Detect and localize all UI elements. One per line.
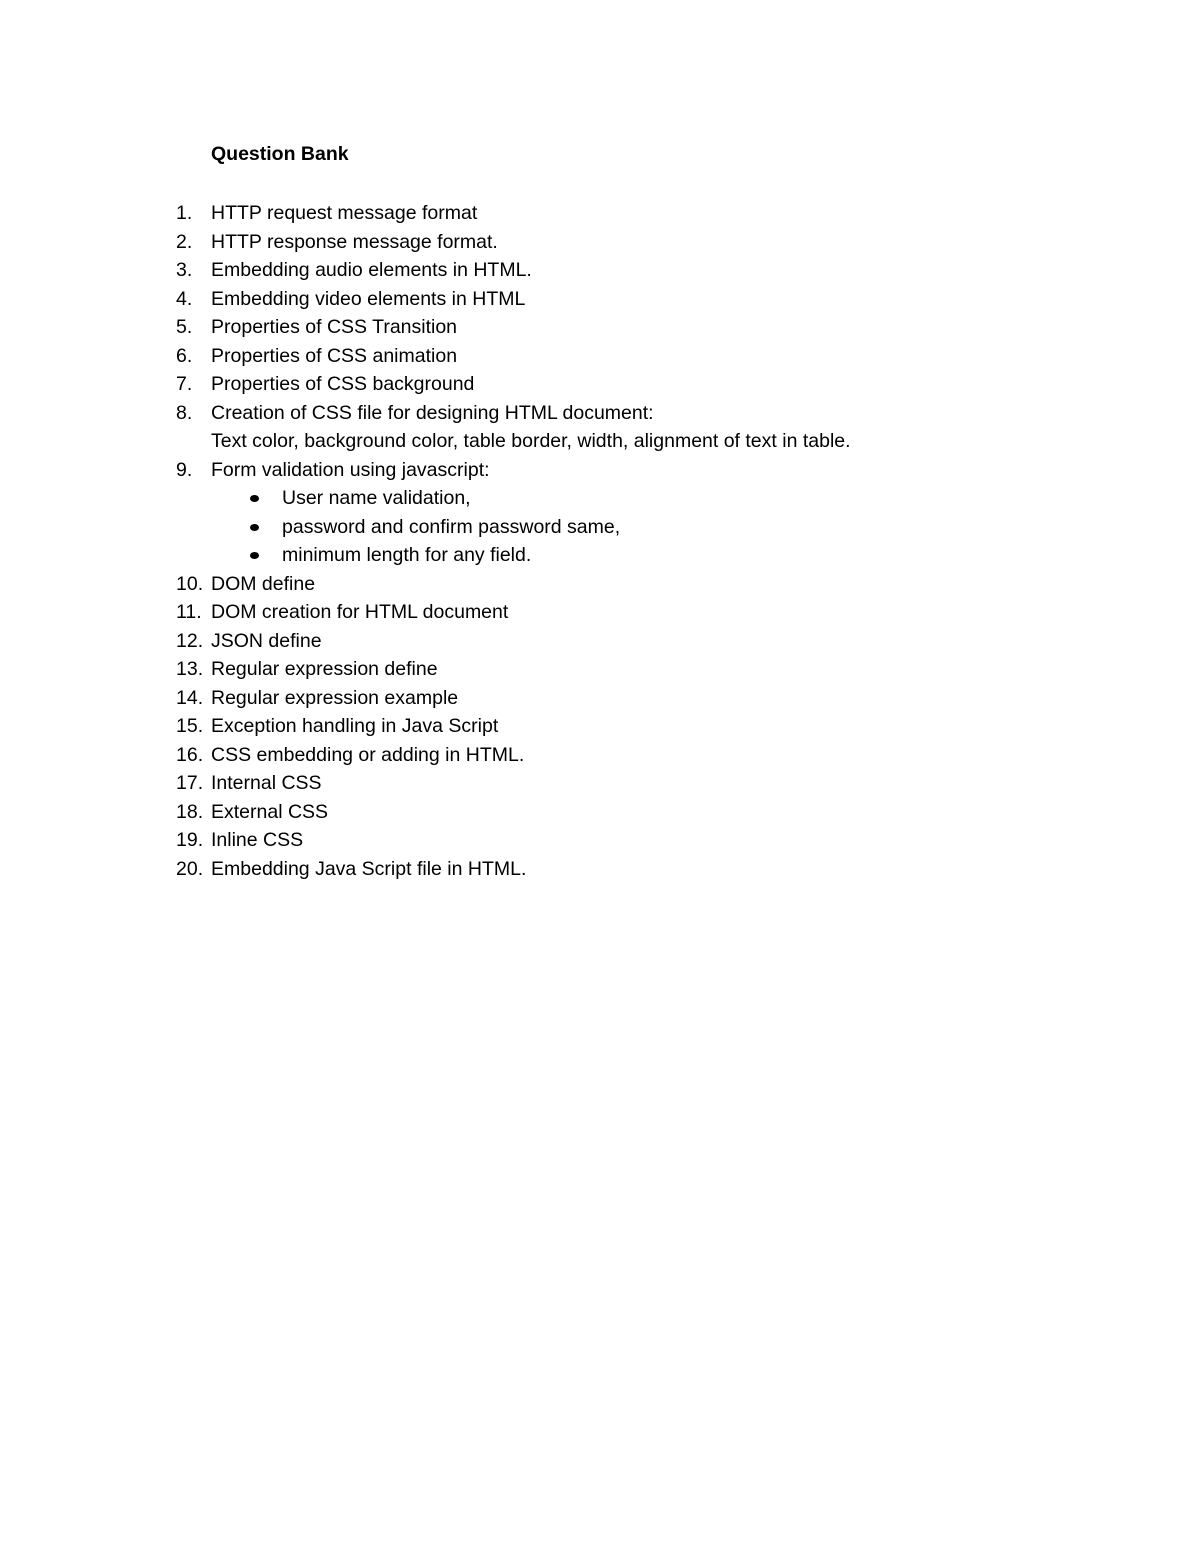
question-item-5 xyxy=(0,313,1200,342)
sub-item-text: password and confirm password same, xyxy=(282,515,621,538)
question-number: 11. xyxy=(176,601,202,623)
question-number: 12. xyxy=(176,629,204,652)
question-text: Internal CSS xyxy=(211,772,322,794)
question-text: Embedding Java Script file in HTML. xyxy=(211,857,527,880)
question-text: External CSS xyxy=(211,800,329,823)
question-item-15 xyxy=(0,712,1200,741)
question-item-2 xyxy=(0,228,1200,257)
question-text: Regular expression example xyxy=(211,686,459,709)
page-title: Question Bank xyxy=(211,143,349,165)
question-item-17 xyxy=(0,769,1200,798)
question-item-9 xyxy=(0,456,1200,485)
question-text: DOM define xyxy=(211,572,316,595)
question-item-6 xyxy=(0,342,1200,371)
question-text: Inline CSS xyxy=(211,829,304,851)
bullet-icon xyxy=(250,552,259,559)
question-item-19 xyxy=(0,826,1200,855)
question-item-13 xyxy=(0,655,1200,684)
question-item-16 xyxy=(0,741,1200,770)
question-item-7 xyxy=(0,370,1200,399)
question-item-12 xyxy=(0,627,1200,656)
question-number: 14. xyxy=(176,686,204,709)
question-text: DOM creation for HTML document xyxy=(211,601,509,623)
question-text: Exception handling in Java Script xyxy=(211,715,499,737)
sub-item-text: minimum length for any field. xyxy=(282,544,532,566)
question-number: 19. xyxy=(176,829,204,851)
question-number: 3. xyxy=(176,259,193,281)
question-item-8 xyxy=(0,399,1200,428)
sub-item xyxy=(0,513,1200,542)
question-item-4 xyxy=(0,285,1200,314)
question-text: HTTP request message format xyxy=(211,202,478,224)
question-text: HTTP response message format. xyxy=(211,230,498,253)
question-text: Embedding audio elements in HTML. xyxy=(211,259,532,281)
question-number: 16. xyxy=(176,743,204,766)
question-text: Properties of CSS animation xyxy=(211,344,458,367)
question-item-20 xyxy=(0,855,1200,884)
question-list xyxy=(0,199,1200,883)
question-text: Regular expression define xyxy=(211,658,438,680)
sub-item xyxy=(0,484,1200,513)
question-number: 17. xyxy=(176,772,204,794)
question-number: 9. xyxy=(176,458,193,481)
question-number: 13. xyxy=(176,658,204,680)
question-text: CSS embedding or adding in HTML. xyxy=(211,743,525,766)
bullet-icon xyxy=(250,524,259,531)
question-continuation-text: Text color, background color, table border, width, alignment of text in table. xyxy=(211,430,851,452)
bullet-icon xyxy=(250,495,259,502)
question-number: 4. xyxy=(176,287,193,310)
question-item-18 xyxy=(0,798,1200,827)
question-item-11 xyxy=(0,598,1200,627)
question-number: 15. xyxy=(176,715,204,737)
question-text: Properties of CSS Transition xyxy=(211,316,458,338)
question-text: Properties of CSS background xyxy=(211,373,475,395)
question-number: 8. xyxy=(176,401,193,424)
question-item-1 xyxy=(0,199,1200,228)
question-text: Form validation using javascript: xyxy=(211,458,490,481)
question-text: Embedding video elements in HTML xyxy=(211,287,526,310)
question-number: 5. xyxy=(176,316,193,338)
question-number: 20. xyxy=(176,857,204,880)
sub-item-text: User name validation, xyxy=(282,487,471,509)
sub-item xyxy=(0,541,1200,570)
question-number: 18. xyxy=(176,800,204,823)
question-text: Creation of CSS file for designing HTML document: xyxy=(211,401,654,424)
question-item-3 xyxy=(0,256,1200,285)
question-number: 2. xyxy=(176,230,193,253)
question-number: 6. xyxy=(176,344,193,367)
question-number: 10. xyxy=(176,572,204,595)
question-text: JSON define xyxy=(211,629,322,652)
question-continuation xyxy=(0,427,1200,456)
question-item-14 xyxy=(0,684,1200,713)
question-item-10 xyxy=(0,570,1200,599)
question-number: 1. xyxy=(176,202,193,224)
question-number: 7. xyxy=(176,373,193,395)
